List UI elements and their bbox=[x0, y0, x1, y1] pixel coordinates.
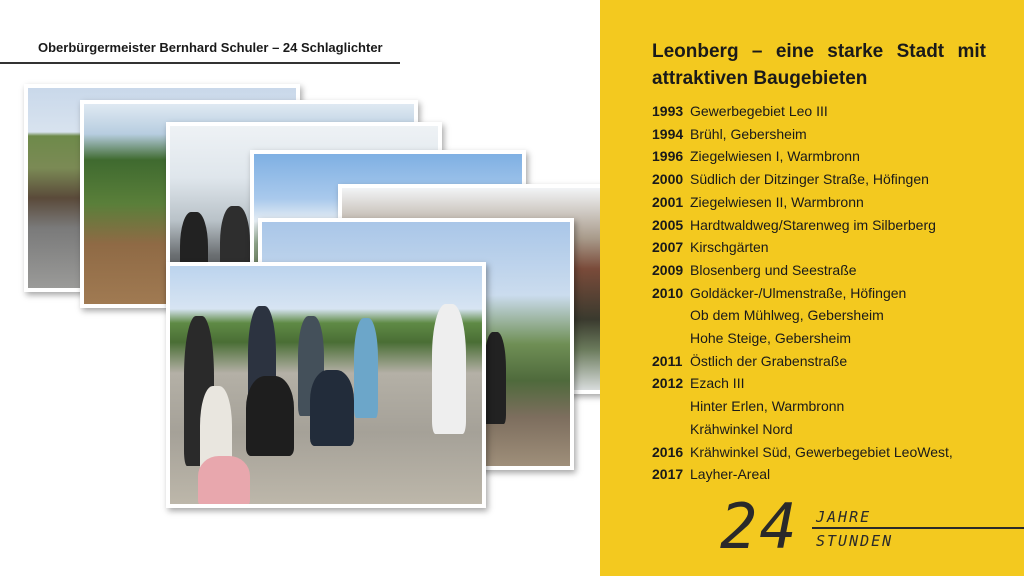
list-item-year: 2001 bbox=[652, 193, 684, 210]
list-item bbox=[652, 282, 1012, 305]
list-item-year: 1993 bbox=[652, 103, 684, 119]
list-item bbox=[652, 236, 1012, 259]
list-item-year: 2000 bbox=[652, 171, 684, 188]
list-item-text: Krähwinkel Nord bbox=[690, 420, 793, 437]
list-item-year: 2017 bbox=[652, 466, 684, 483]
logo-word-jahre: JAHRE bbox=[816, 508, 872, 526]
list-item bbox=[652, 304, 1012, 327]
list-item-text: Layher-Areal bbox=[690, 466, 771, 483]
list-item bbox=[652, 214, 1012, 237]
list-item bbox=[652, 168, 1012, 191]
list-item bbox=[652, 191, 1012, 214]
list-item bbox=[652, 350, 1012, 373]
development-area-list bbox=[652, 100, 1012, 486]
list-item bbox=[652, 372, 1012, 395]
list-item bbox=[652, 145, 1012, 168]
list-item-year: 2016 bbox=[652, 443, 684, 460]
info-panel bbox=[600, 0, 1024, 576]
list-item bbox=[652, 463, 1012, 486]
list-item-text: Blosenberg und Seestraße bbox=[690, 261, 857, 278]
photo-foundation-stone-ceremony bbox=[166, 262, 486, 508]
list-item-text: Östlich der Grabenstraße bbox=[690, 352, 848, 369]
list-item-text: Goldäcker-/Ulmenstraße, Höfingen bbox=[690, 284, 907, 301]
logo-number: 24 bbox=[720, 490, 799, 563]
list-item-text: Ziegelwiesen II, Warmbronn bbox=[690, 193, 864, 210]
list-item-year: 1996 bbox=[652, 148, 684, 165]
list-item bbox=[652, 418, 1012, 441]
list-item-text: Hardtwaldweg/Starenweg im Silberberg bbox=[690, 216, 936, 233]
list-item bbox=[652, 100, 1012, 123]
24-jahre-24-stunden-logo bbox=[720, 490, 1020, 564]
list-item-year: 2007 bbox=[652, 239, 684, 256]
list-item-text: Hinter Erlen, Warmbronn bbox=[690, 398, 845, 415]
list-item-text: Brühl, Gebersheim bbox=[690, 125, 807, 142]
slide-header-title: Oberbürgermeister Bernhard Schuler – 24 Schlaglichter bbox=[38, 40, 383, 55]
logo-word-stunden: STUNDEN bbox=[816, 532, 894, 550]
list-item bbox=[652, 259, 1012, 282]
list-item bbox=[652, 327, 1012, 350]
list-item-year: 2011 bbox=[652, 352, 683, 369]
list-item-text: Ziegelwiesen I, Warmbronn bbox=[690, 148, 860, 165]
list-item-year: 2010 bbox=[652, 284, 684, 301]
logo-rule bbox=[812, 527, 1024, 529]
list-item-year: 2009 bbox=[652, 261, 684, 278]
panel-title: Leonberg – eine starke Stadt mit attraktiven Baugebieten bbox=[652, 41, 986, 89]
list-item-year: 2005 bbox=[652, 216, 684, 233]
list-item-text: Ob dem Mühlweg, Gebersheim bbox=[690, 307, 884, 324]
list-item-text: Südlich der Ditzinger Straße, Höfingen bbox=[690, 171, 929, 188]
list-item-year: 2012 bbox=[652, 375, 684, 392]
list-item-text: Hohe Steige, Gebersheim bbox=[690, 330, 852, 347]
list-item-text: Kirschgärten bbox=[690, 239, 769, 256]
list-item bbox=[652, 441, 1012, 464]
list-item bbox=[652, 395, 1012, 418]
list-item-year: 1994 bbox=[652, 125, 684, 142]
list-item-text: Gewerbegebiet Leo III bbox=[690, 103, 828, 119]
list-item bbox=[652, 123, 1012, 146]
list-item-text: Krähwinkel Süd, Gewerbegebiet LeoWest, bbox=[690, 443, 953, 460]
list-item-text: Ezach III bbox=[690, 375, 745, 392]
header-divider bbox=[0, 62, 400, 64]
